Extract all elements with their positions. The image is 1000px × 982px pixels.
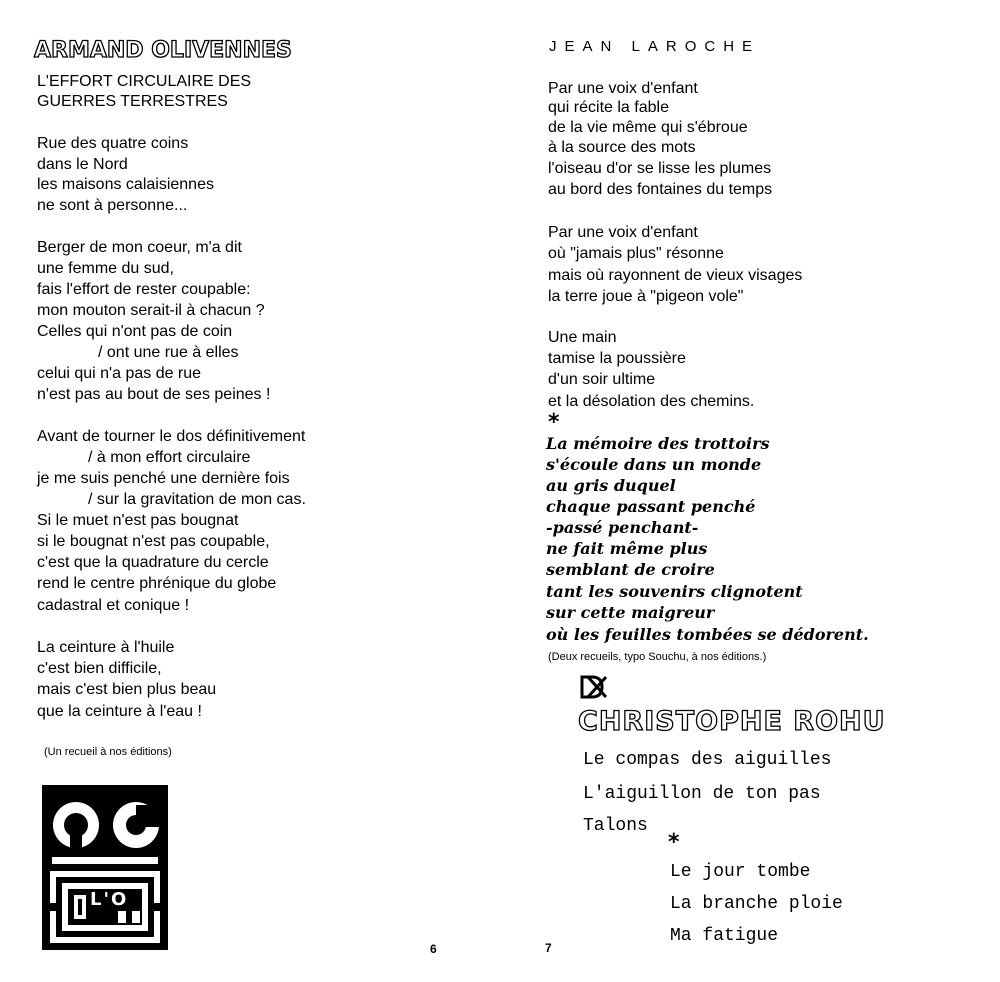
script-line: chaque passant penché bbox=[546, 497, 756, 516]
poem-line: Talons bbox=[583, 816, 648, 836]
script-line: s'écoule dans un monde bbox=[546, 455, 762, 474]
poem-line: n'est pas au bout de ses peines ! bbox=[37, 386, 271, 403]
poem-line: fais l'effort de rester coupable: bbox=[37, 281, 251, 298]
script-line: sur cette maigreur bbox=[546, 603, 715, 622]
script-line: semblant de croire bbox=[546, 560, 715, 579]
poem-line: Une main bbox=[548, 329, 617, 346]
poem-line: où "jamais plus" résonne bbox=[548, 245, 724, 262]
script-line: ne fait même plus bbox=[546, 539, 708, 558]
publisher-mark-icon bbox=[580, 675, 608, 699]
poem-line: Avant de tourner le dos définitivement bbox=[37, 428, 306, 445]
edition-note: (Un recueil à nos éditions) bbox=[44, 746, 172, 758]
poem-line: La ceinture à l'huile bbox=[37, 639, 175, 656]
author-name: JEAN LAROCHE bbox=[549, 38, 761, 55]
poem-line: Si le muet n'est pas bougnat bbox=[37, 512, 239, 529]
poem-line: L'aiguillon de ton pas bbox=[583, 784, 821, 804]
poem-title-line: GUERRES TERRESTRES bbox=[37, 93, 228, 110]
poem-line: Par une voix d'enfant bbox=[548, 80, 698, 97]
poem-line: Celles qui n'ont pas de coin bbox=[37, 323, 233, 340]
poem-line: de la vie même qui s'ébroue bbox=[548, 119, 748, 136]
poem-line: qui récite la fable bbox=[548, 99, 669, 116]
poem-line: c'est bien difficile, bbox=[37, 660, 162, 677]
poem-line: une femme du sud, bbox=[37, 260, 174, 277]
poem-line: les maisons calaisiennes bbox=[37, 176, 214, 193]
logo-lettering: L'O bbox=[90, 889, 129, 910]
edition-note: (Deux recueils, typo Souchu, à nos éditions.) bbox=[548, 651, 767, 663]
poem-line: Rue des quatre coins bbox=[37, 135, 189, 152]
page-number: 6 bbox=[430, 942, 437, 956]
poem-title-line: L'EFFORT CIRCULAIRE DES bbox=[37, 73, 252, 90]
poem-line: et la désolation des chemins. bbox=[548, 393, 755, 410]
publisher-logo bbox=[42, 785, 168, 950]
poem-line: c'est que la quadrature du cercle bbox=[37, 554, 269, 571]
author-name: CHRISTOPHE ROHU bbox=[578, 706, 886, 737]
poem-line: Le compas des aiguilles bbox=[583, 750, 832, 770]
poem-line: / à mon effort circulaire bbox=[88, 449, 251, 466]
poem-line: mais où rayonnent de vieux visages bbox=[548, 267, 803, 284]
poem-line: mon mouton serait-il à chacun ? bbox=[37, 302, 265, 319]
poem-line: / sur la gravitation de mon cas. bbox=[88, 491, 306, 508]
script-line: -passé penchant- bbox=[546, 518, 699, 537]
poem-line: je me suis penché une dernière fois bbox=[37, 470, 290, 487]
separator-asterisk: * bbox=[548, 410, 560, 435]
poem-line: tamise la poussière bbox=[548, 350, 686, 367]
script-line: où les feuilles tombées se dédorent. bbox=[546, 625, 869, 644]
poem-line: / ont une rue à elles bbox=[98, 344, 239, 361]
poem-line: Berger de mon coeur, m'a dit bbox=[37, 239, 242, 256]
script-line: La mémoire des trottoirs bbox=[546, 434, 770, 453]
poem-line: d'un soir ultime bbox=[548, 371, 656, 388]
page-number: 7 bbox=[545, 941, 552, 955]
poem-line: à la source des mots bbox=[548, 139, 696, 156]
poem-line: rend le centre phrénique du globe bbox=[37, 575, 277, 592]
poem-line: la terre joue à "pigeon vole" bbox=[548, 288, 744, 305]
poem-line: Par une voix d'enfant bbox=[548, 224, 698, 241]
poem-line: que la ceinture à l'eau ! bbox=[37, 703, 202, 720]
poem-line: Ma fatigue bbox=[670, 926, 779, 946]
poem-line: dans le Nord bbox=[37, 156, 128, 173]
poem-line: si le bougnat n'est pas coupable, bbox=[37, 533, 270, 550]
poem-line: celui qui n'a pas de rue bbox=[37, 365, 202, 382]
author-name: ARMAND OLIVENNES bbox=[34, 38, 292, 63]
poem-line: cadastral et conique ! bbox=[37, 597, 190, 614]
poem-line: au bord des fontaines du temps bbox=[548, 181, 773, 198]
poem-line: mais c'est bien plus beau bbox=[37, 681, 217, 698]
poem-line: l'oiseau d'or se lisse les plumes bbox=[548, 160, 772, 177]
script-line: au gris duquel bbox=[546, 476, 676, 495]
poem-line: La branche ploie bbox=[670, 894, 843, 914]
separator-asterisk: * bbox=[668, 830, 680, 855]
script-line: tant les souvenirs clignotent bbox=[546, 582, 803, 601]
poem-line: Le jour tombe bbox=[670, 862, 811, 882]
poem-line: ne sont à personne... bbox=[37, 197, 188, 214]
